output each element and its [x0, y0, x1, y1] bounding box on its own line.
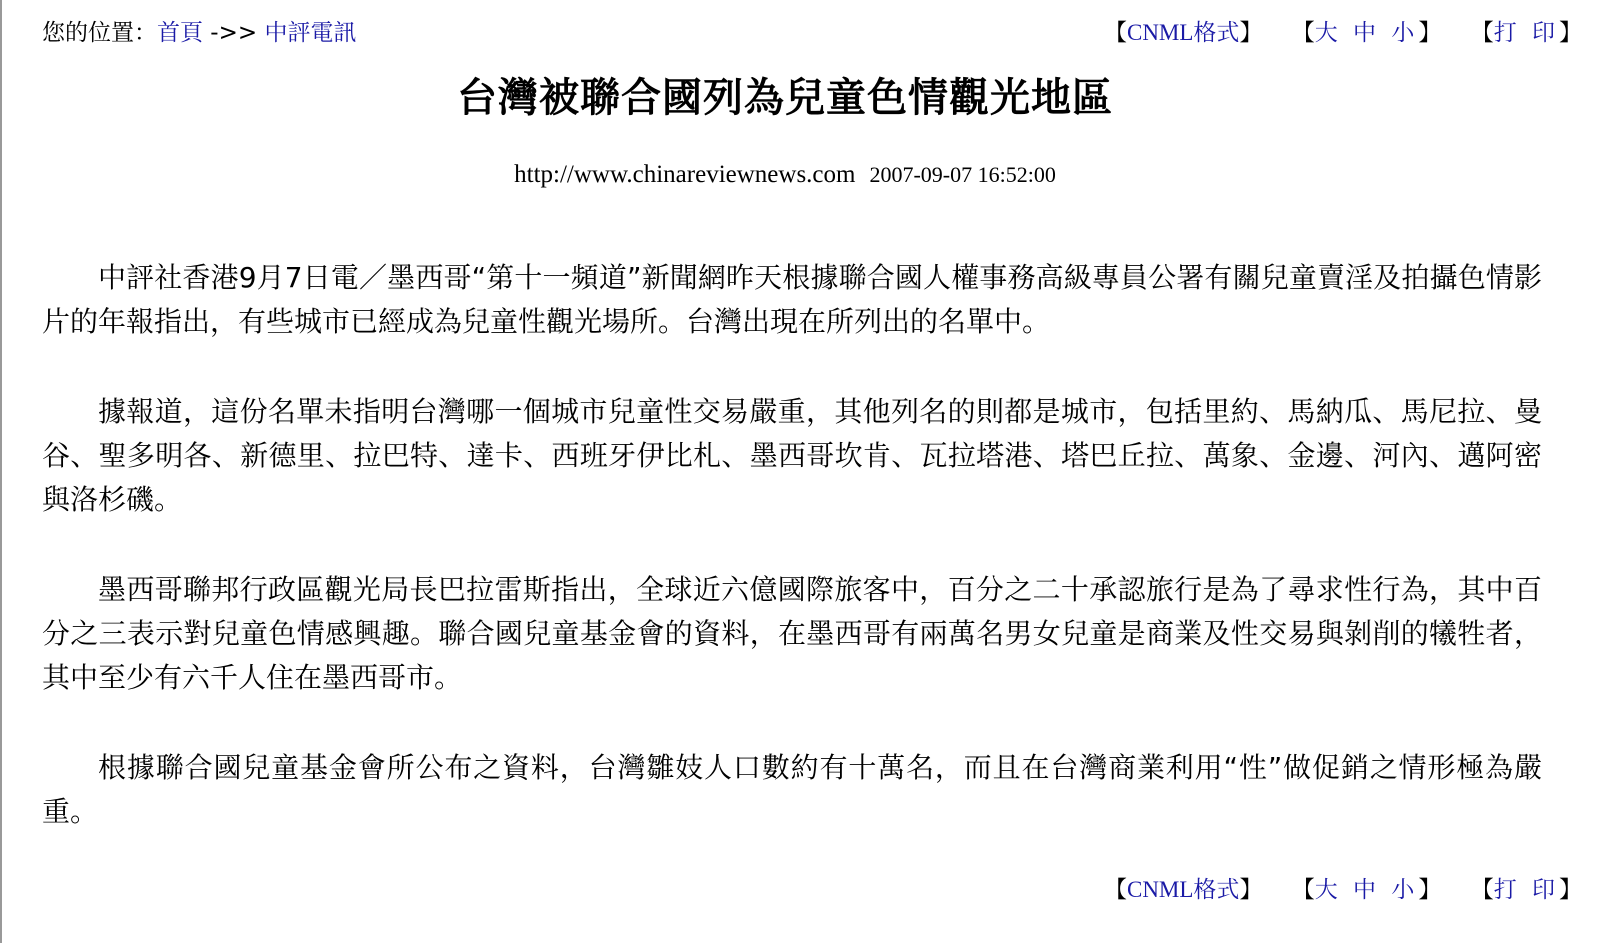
bracket-open: 【 [1470, 877, 1494, 903]
bracket-close: 】 [1418, 877, 1442, 903]
print-tool [1471, 20, 1582, 46]
top-bar [42, 14, 1582, 48]
article-datetime: 2007-09-07 16:52:00 [869, 162, 1056, 187]
article-body [42, 256, 1542, 880]
article-meta [0, 161, 1570, 189]
print-link[interactable]: 打 印 [1493, 877, 1559, 903]
article-paragraph: 據報道，這份名單未指明台灣哪一個城市兒童性交易嚴重，其他列名的則都是城市，包括里約、馬納瓜、馬尼拉、曼谷、聖多明各、新德里、拉巴特、達卡、西班牙伊比札、墨西哥坎肯、瓦拉塔港、塔巴丘拉、萬象、金邊、河內、邁阿密與洛杉磯。 [42, 395, 1542, 516]
bottom-bar [42, 871, 1582, 905]
article-paragraph: 墨西哥聯邦行政區觀光局長巴拉雷斯指出，全球近六億國際旅客中，百分之二十承認旅行是為了尋求性行為，其中百分之三表示對兒童色情感興趣。聯合國兒童基金會的資料，在墨西哥有兩萬名男女兒童是商業及性交易與剝削的犧牲者，其中至少有六千人住在墨西哥市。 [42, 573, 1542, 694]
bracket-close: 】 [1239, 877, 1263, 903]
bracket-close: 】 [1559, 20, 1582, 46]
breadcrumb-separator: ->> [203, 20, 265, 46]
article-title: 台灣被聯合國列為兒童色情觀光地區 [457, 75, 1113, 121]
font-size-link[interactable]: 大 中 小 [1314, 877, 1419, 903]
article-paragraph: 中評社香港9月7日電／墨西哥“第十一頻道”新聞網昨天根據聯合國人權事務高級專員公署有關兒童賣淫及拍攝色情影片的年報指出，有些城市已經成為兒童性觀光場所。台灣出現在所列出的名單中。 [42, 261, 1542, 338]
breadcrumb-home-link[interactable]: 首頁 [157, 20, 203, 46]
bracket-open: 【 [1103, 20, 1127, 46]
bracket-open: 【 [1470, 20, 1494, 46]
breadcrumb-section-link[interactable]: 中評電訊 [264, 20, 357, 46]
bracket-close: 】 [1559, 877, 1582, 903]
page-left-border [0, 0, 2, 943]
font-size-tool [1292, 20, 1442, 46]
breadcrumb-prefix: 您的位置： [42, 20, 157, 46]
cnml-tool [1104, 20, 1262, 46]
article-paragraph: 根據聯合國兒童基金會所公布之資料，台灣雛妓人口數約有十萬名，而且在台灣商業利用“性”做促銷之情形極為嚴重。 [42, 751, 1542, 828]
bracket-open: 【 [1103, 877, 1127, 903]
print-link[interactable]: 打 印 [1493, 20, 1559, 46]
print-tool [1471, 877, 1582, 903]
cnml-format-link[interactable]: CNML格式 [1126, 20, 1240, 45]
bracket-close: 】 [1239, 20, 1263, 46]
article-source-url: http://www.chinareviewnews.com [514, 161, 856, 188]
bottom-tools [1082, 871, 1582, 904]
bracket-open: 【 [1291, 20, 1315, 46]
font-size-tool [1292, 877, 1442, 903]
font-size-link[interactable]: 大 中 小 [1314, 20, 1419, 46]
cnml-format-link[interactable]: CNML格式 [1126, 877, 1240, 902]
cnml-tool [1104, 877, 1262, 903]
top-tools [1082, 14, 1582, 47]
bracket-close: 】 [1418, 20, 1442, 46]
breadcrumb [42, 14, 356, 47]
bracket-open: 【 [1291, 877, 1315, 903]
